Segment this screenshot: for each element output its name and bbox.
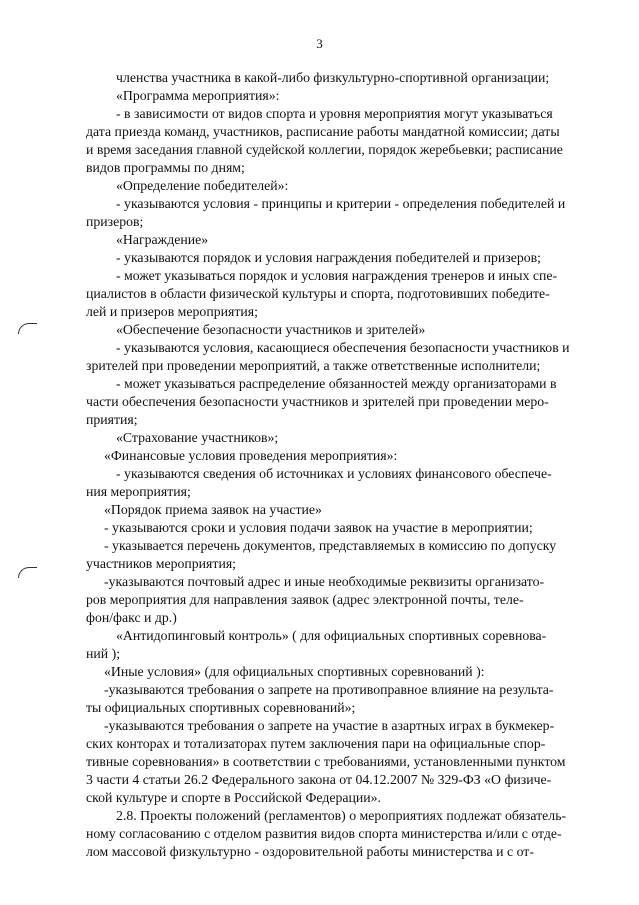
text-line: «Финансовые условия проведения мероприятия»: <box>104 448 398 463</box>
text-line: - указываются условия - принципы и критерии - определения победителей и <box>116 196 566 211</box>
scan-mark <box>18 323 37 334</box>
text-line: «Страхование участников»; <box>116 430 279 445</box>
text-line: циалистов в области физической культуры и спорта, подготовивших победите- <box>86 286 550 301</box>
text-line: ской культуре и спорте в Российской Федерации». <box>86 790 381 805</box>
text-line: ты официальных спортивных соревнований»; <box>86 700 356 715</box>
text-line: - может указываться распределение обязанностей между организаторами в <box>116 376 557 391</box>
text-line: -указываются почтовый адрес и иные необходимые реквизиты организато- <box>104 574 545 589</box>
text-line: - указываются сроки и условия подачи заявок на участие в мероприятии; <box>104 520 533 535</box>
text-line: видов программы по дням; <box>86 160 245 175</box>
text-line: лом массовой физкультурно - оздоровительной работы министерства и с от- <box>86 844 534 859</box>
text-line: «Программа мероприятия»: <box>116 88 280 103</box>
text-line: фон/факс и др.) <box>86 610 177 625</box>
text-line: -указываются требования о запрете на противоправное влияние на результа- <box>104 682 554 697</box>
text-line: - может указываться порядок и условия награждения тренеров и иных спе- <box>116 268 558 283</box>
text-line: тивные соревнования» в соответствии с требованиями, установленными пунктом <box>86 754 566 769</box>
text-line: «Порядок приема заявок на участие» <box>104 502 322 517</box>
text-line: «Определение победителей»: <box>116 178 289 193</box>
text-line: - указываются сведения об источниках и условиях финансового обеспече- <box>116 466 552 481</box>
text-line: приятия; <box>86 412 138 427</box>
text-line: «Обеспечение безопасности участников и зрителей» <box>116 322 426 337</box>
text-line: дата приезда команд, участников, расписание работы мандатной комиссии; даты <box>86 124 560 139</box>
text-line: и время заседания главной судейской коллегии, порядок жеребьевки; расписание <box>86 142 563 157</box>
text-line: членства участника в какой-либо физкультурно-спортивной организации; <box>116 70 550 85</box>
text-line: «Антидопинговый контроль» ( для официальных спортивных соревнова- <box>116 628 547 643</box>
text-line: - указываются порядок и условия награждения победителей и призеров; <box>116 250 542 265</box>
text-line: -указываются требования о запрете на участие в азартных играх в букмекер- <box>104 718 555 733</box>
text-line: - в зависимости от видов спорта и уровня мероприятия могут указываться <box>116 106 553 121</box>
text-line: «Награждение» <box>116 232 209 247</box>
text-line: ских конторах и тотализаторах путем заключения пари на официальные спор- <box>86 736 546 751</box>
text-line: призеров; <box>86 214 144 229</box>
page-number: 3 <box>316 36 323 51</box>
text-line: - указывается перечень документов, представляемых в комиссию по допуску <box>104 538 557 553</box>
text-line: ному согласованию с отделом развития видов спорта министерства и/или с отде- <box>86 826 562 841</box>
text-line: - указываются условия, касающиеся обеспечения безопасности участников и <box>116 340 570 355</box>
text-line: участников мероприятия; <box>86 556 237 571</box>
text-line: лей и призеров мероприятия; <box>86 304 258 319</box>
text-line: части обеспечения безопасности участников и зрителей при проведении меро- <box>86 394 549 409</box>
text-line: ний ); <box>86 646 121 661</box>
scan-mark <box>18 567 37 578</box>
text-line: 2.8. Проекты положений (регламентов) о мероприятиях подлежат обязатель- <box>116 808 567 823</box>
text-line: 3 части 4 статьи 26.2 Федерального закона от 04.12.2007 № 329-ФЗ «О физиче- <box>86 772 552 787</box>
text-line: «Иные условия» (для официальных спортивных соревнований ): <box>104 664 485 679</box>
text-line: ния мероприятия; <box>86 484 191 499</box>
text-line: зрителей при проведении мероприятий, а также ответственные исполнители; <box>86 358 541 373</box>
text-line: ров мероприятия для направления заявок (адрес электронной почты, теле- <box>86 592 524 607</box>
